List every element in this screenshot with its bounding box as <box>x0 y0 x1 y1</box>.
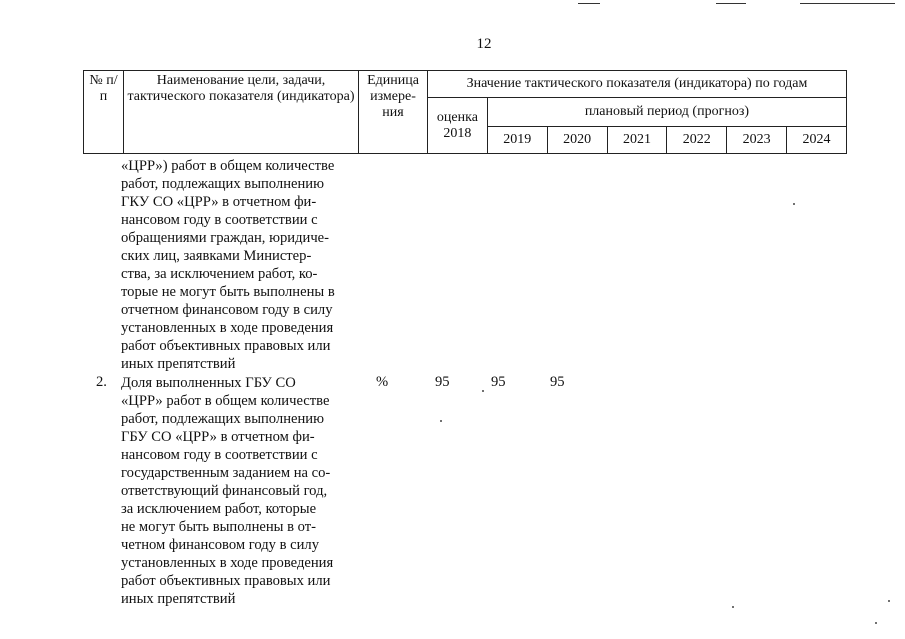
header-name: Наименование цели, задачи, тактического показателя (индикатора) <box>124 71 359 154</box>
text-line: работ объективных правовых или <box>121 338 331 354</box>
text-line: «ЦРР» работ в общем количестве <box>121 393 330 409</box>
indicator-text <box>121 374 349 608</box>
scan-artifact <box>800 3 895 4</box>
text-line: нансовом году в соответствии с <box>121 447 318 463</box>
item-number: 2. <box>96 374 107 390</box>
text-line: торые не могут быть выполнены в <box>121 284 335 300</box>
text-line: ГКУ СО «ЦРР» в отчетном фи- <box>121 194 317 210</box>
value-2020: 95 <box>550 374 565 390</box>
text-line: ответствующий финансовый год, <box>121 483 328 499</box>
text-line: четном финансовом году в силу <box>121 537 320 553</box>
scan-speck <box>732 606 734 608</box>
item-unit: % <box>376 374 389 390</box>
text-line: ГБУ СО «ЦРР» в отчетном фи- <box>121 429 315 445</box>
scan-speck <box>482 390 484 392</box>
text-line: не могут быть выполнены в от- <box>121 519 317 535</box>
scan-speck <box>888 600 890 602</box>
header-values: Значение тактического показателя (индикатора) по годам <box>428 71 847 98</box>
text-line: «ЦРР») работ в общем количестве <box>121 158 335 174</box>
text-line: установленных в ходе проведения <box>121 320 334 336</box>
scan-speck <box>440 420 442 422</box>
text-line: ских лиц, заявками Министер- <box>121 248 312 264</box>
continued-indicator-text <box>121 157 349 373</box>
header-year: 2020 <box>547 127 607 154</box>
header-year: 2023 <box>727 127 787 154</box>
header-year: 2024 <box>787 127 847 154</box>
header-year: 2021 <box>607 127 667 154</box>
scan-speck <box>793 203 795 205</box>
header-number: № п/п <box>84 71 124 154</box>
text-line: работ, подлежащих выполнению <box>121 411 325 427</box>
text-line: иных препятствий <box>121 591 236 607</box>
page-number: 12 <box>476 36 492 52</box>
header-unit: Единица измере-ния <box>359 71 428 154</box>
scan-artifact <box>578 3 600 4</box>
value-2019: 95 <box>491 374 506 390</box>
header-plan-period: плановый период (прогноз) <box>487 98 846 127</box>
text-line: государственным заданием на со- <box>121 465 331 481</box>
text-line: обращениями граждан, юридиче- <box>121 230 330 246</box>
header-year: 2022 <box>667 127 727 154</box>
text-line: нансовом году в соответствии с <box>121 212 318 228</box>
text-line: отчетном финансовом году в силу <box>121 302 333 318</box>
text-line: ства, за исключением работ, ко- <box>121 266 318 282</box>
value-estimate-2018: 95 <box>435 374 450 390</box>
text-line: за исключением работ, которые <box>121 501 317 517</box>
text-line: Доля выполненных ГБУ СО <box>121 375 296 391</box>
text-line: работ, подлежащих выполнению <box>121 176 325 192</box>
text-line: иных препятствий <box>121 356 236 372</box>
scan-speck <box>875 622 877 624</box>
indicator-table-header <box>83 70 847 154</box>
scan-artifact <box>716 3 746 4</box>
text-line: установленных в ходе проведения <box>121 555 334 571</box>
text-line: работ объективных правовых или <box>121 573 331 589</box>
header-estimate: оценка 2018 <box>428 98 488 154</box>
header-year: 2019 <box>487 127 547 154</box>
